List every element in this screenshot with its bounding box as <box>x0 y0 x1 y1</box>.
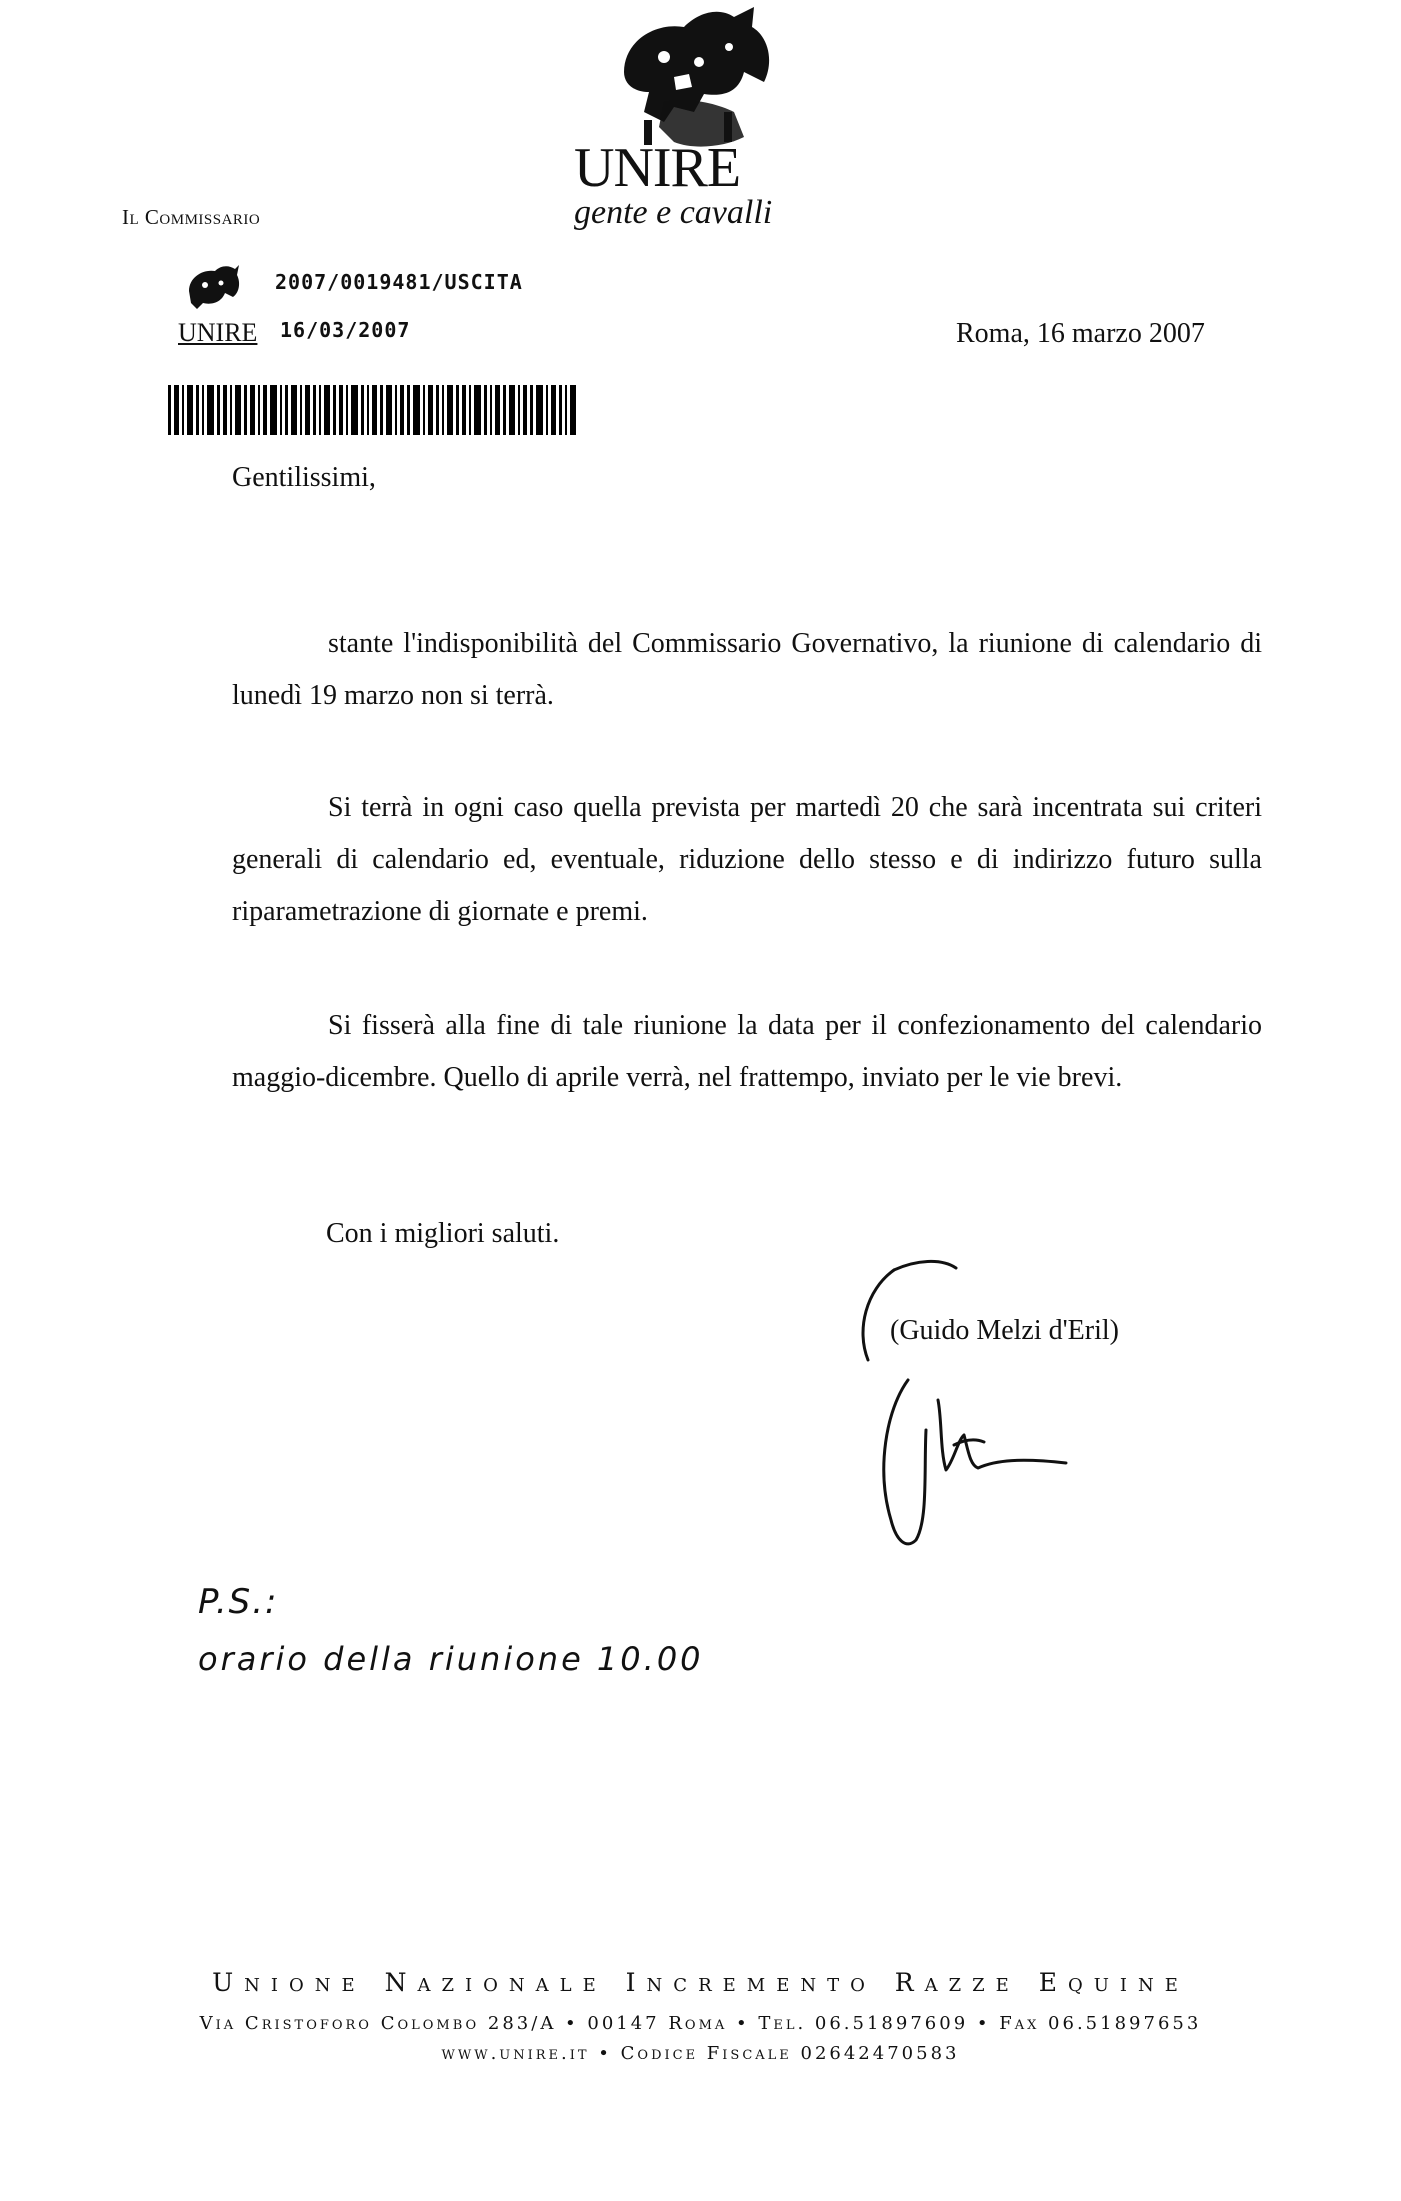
signer-name: (Guido Melzi d'Eril) <box>890 1315 1119 1346</box>
protocol-number: 2007/0019481/USCITA <box>275 270 523 294</box>
logo-tagline: gente e cavalli <box>574 194 773 231</box>
footer-organization: Unione Nazionale Incremento Razze Equine <box>212 1968 1189 1997</box>
footer-website: www.unire.it • Codice Fiscale 02642470583 <box>441 2043 960 2064</box>
horse-logo-icon <box>604 2 784 152</box>
stamp-org: UNIRE <box>178 318 258 347</box>
paragraph-text: Si terrà in ogni caso quella prevista per martedì 20 che sarà incentrata sui criteri generali di calendario ed, eventuale, riduzione dello stesso e di indirizzo futuro sulla riparametrazione di giornate e premi. <box>232 792 1262 927</box>
protocol-date: 16/03/2007 <box>280 318 411 342</box>
footer-address: Via Cristoforo Colombo 283/A • 00147 Roma • Tel. 06.51897609 • Fax 06.51897653 <box>199 2013 1202 2034</box>
paragraph-text: Si fisserà alla fine di tale riunione la data per il confezionamento del calendario maggio-dicembre. Quello di aprile verrà, nel frattempo, inviato per le vie brevi. <box>232 1010 1262 1093</box>
paragraph-text: stante l'indisponibilità del Commissario Governativo, la riunione di calendario di lunedì 19 marzo non si terrà. <box>232 628 1262 711</box>
salutation: Gentilissimi, <box>232 462 376 493</box>
handwritten-signature <box>846 1250 1126 1580</box>
letter-date: Roma, 16 marzo 2007 <box>956 318 1205 349</box>
logo-wordmark: UNIRE <box>574 137 741 199</box>
body-paragraph <box>232 618 1262 722</box>
postscript-note: orario della riunione 10.00 <box>198 1640 704 1678</box>
postscript-label: P.S.: <box>198 1582 279 1622</box>
body-paragraph <box>232 1000 1262 1104</box>
horse-stamp-icon <box>185 263 241 313</box>
body-paragraph <box>232 782 1262 938</box>
closing: Con i migliori saluti. <box>326 1218 560 1249</box>
sender-title: Il Commissario <box>122 205 261 229</box>
barcode-icon <box>168 385 578 435</box>
